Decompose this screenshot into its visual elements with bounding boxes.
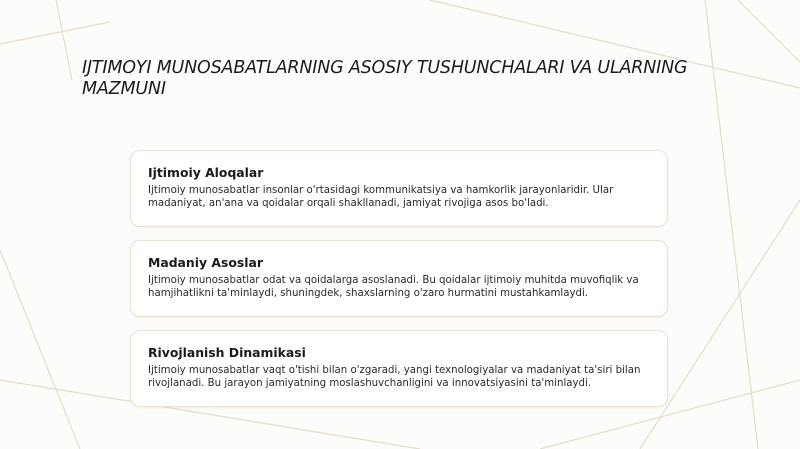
bg-line	[640, 200, 800, 449]
card-heading: Ijtimoiy Aloqalar	[148, 165, 264, 180]
bg-line	[738, 0, 800, 62]
card-ijtimoiy-aloqalar	[130, 150, 668, 227]
card-text: Ijtimoiy munosabatlar vaqt o'tishi bilan o'zgaradi, yangi texnologiyalar va madaniyat ta'siri bilan rivojlanadi. Bu jarayon jamiyatning moslashuvchanligini va innovatsiyasini ta'minlaydi.	[148, 365, 641, 390]
card-madaniy-asoslar	[130, 240, 668, 317]
card-text: Ijtimoiy munosabatlar odat va qoidalarga asoslanadi. Bu qoidalar ijtimoiy muhitda muvofiqlik va hamjihatlikni ta'minlaydi, shuningdek, shaxslarning o'zaro hurmatini mustahkamlaydi.	[148, 275, 639, 300]
bg-line	[0, 250, 80, 449]
slide-title: IJTIMOYI MUNOSABATLARNING ASOSIY TUSHUNCHALARI VA ULARNING MAZMUNI	[82, 58, 688, 99]
bg-line	[0, 22, 110, 44]
card-rivojlanish-dinamikasi	[130, 330, 668, 407]
bg-line	[56, 0, 72, 80]
card-heading: Madaniy Asoslar	[148, 255, 263, 270]
card-text: Ijtimoiy munosabatlar insonlar o'rtasidagi kommunikatsiya va hamkorlik jarayonlaridir. Ular madaniyat, an'ana va qoidalar orqali shakllanadi, jamiyat rivojiga asos bo'ladi.	[148, 185, 614, 210]
card-heading: Rivojlanish Dinamikasi	[148, 345, 306, 360]
